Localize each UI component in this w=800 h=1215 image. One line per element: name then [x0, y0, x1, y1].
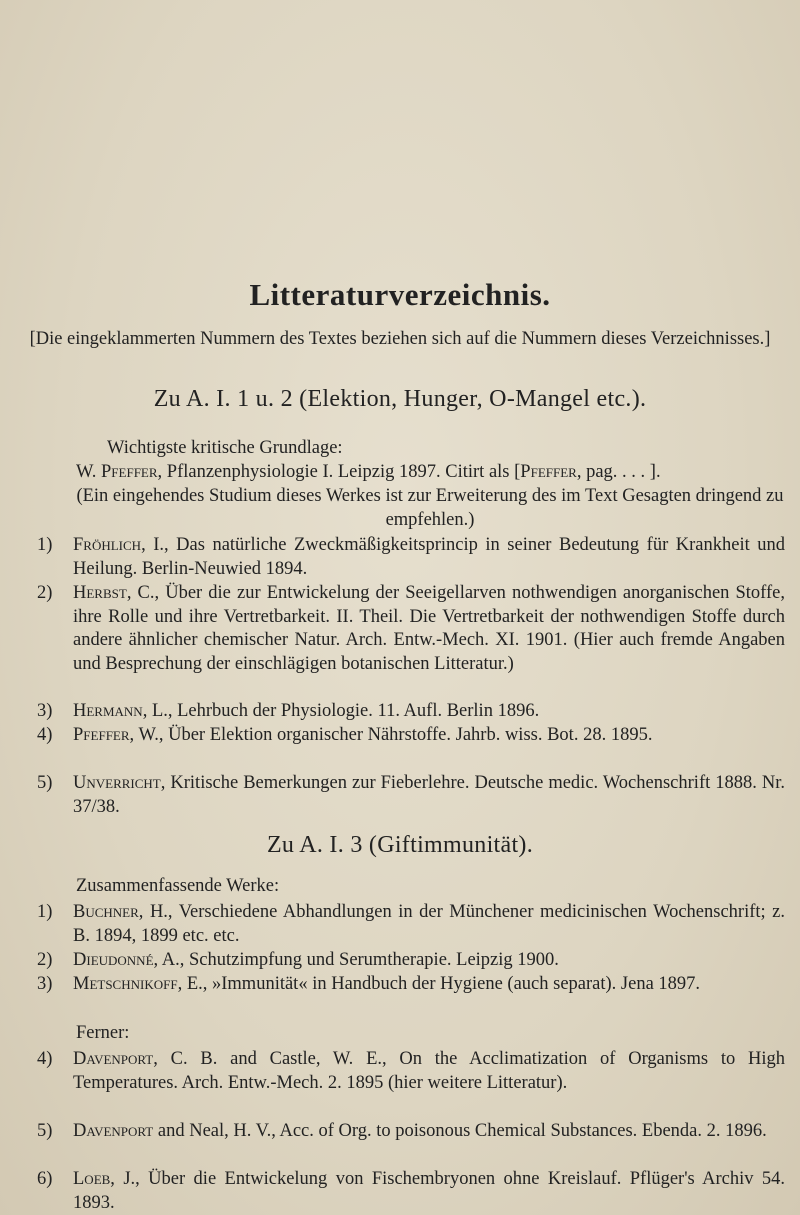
entry-author: Metschnikoff, [73, 974, 183, 994]
basis-reference [76, 461, 661, 485]
entry-author: Fröhlich, [73, 535, 146, 555]
s1-entry-2 [37, 582, 785, 677]
editorial-note: [Die eingeklammerten Nummern des Textes beziehen sich auf die Nummern dieses Verzeichnisses.] [29, 329, 771, 349]
s2-entry-1 [37, 901, 785, 948]
further-label: Ferner: [76, 1023, 130, 1043]
s1-entry-3 [37, 700, 785, 724]
s2-entry-4 [37, 1048, 785, 1095]
entry-number: 3) [37, 701, 53, 721]
entry-number: 3) [37, 974, 53, 994]
s2-entry-2 [37, 949, 785, 973]
entry-number: 2) [37, 950, 53, 970]
entry-text: Kritische Bemerkungen zur Fieberlehre. Deutsche medic. Wochenschrift 1888. Nr. 37/38. [73, 773, 786, 817]
entry-text: E., »Immunität« in Handbuch der Hygiene (auch separat). Jena 1897. [186, 974, 701, 994]
basis-comment-text: (Ein eingehendes Studium dieses Werkes ist zur Erweiterung des im Text Gesagten dringend zu empfehlen.) [76, 486, 784, 530]
entry-author: Hermann, [73, 701, 148, 721]
entry-author: Loeb, [73, 1169, 115, 1189]
entry-text: and Neal, H. V., Acc. of Org. to poisonous Chemical Substances. Ebenda. 2. 1896. [157, 1121, 767, 1141]
summary-label: Zusammenfassende Werke: [76, 876, 280, 896]
section2-heading: Zu A. I. 3 (Giftimmunität). [266, 832, 534, 858]
basis-ref-author: Pfeffer, [520, 462, 582, 482]
entry-number: 4) [37, 1049, 53, 1069]
entry-author: Herbst, [73, 583, 132, 603]
entry-number: 5) [37, 1121, 53, 1141]
entry-text: C., Über die zur Entwickelung der Seeigellarven nothwendigen anorganischen Stoffe, ihre Rolle und ihre Vertretbarkeit. II. Theil. Die Vertretbarkeit der nothwendigen Stoffe durch andere ähnlicher chemischer Natur. Arch. Entw.-Mech. XI. 1901. (Hier auch fremde Angaben und Besprechung der einschlägigen botanischen Litteratur.) [73, 583, 786, 675]
entry-number: 4) [37, 725, 53, 745]
page-title: Litteraturverzeichnis. [249, 277, 551, 312]
s1-entry-5 [37, 772, 785, 819]
entry-author: Dieudonné, [73, 950, 159, 970]
basis-comment [76, 485, 784, 532]
entry-number: 1) [37, 535, 53, 555]
entry-text: C. B. and Castle, W. E., On the Acclimatization of Organisms to High Temperatures. Arch. Entw.-Mech. 2. 1895 (hier weitere Litteratur). [73, 1049, 786, 1093]
entry-text: I., Das natürliche Zweckmäßigkeitsprincip in seiner Bedeutung für Krankheit und Heilung. Berlin-Neuwied 1894. [73, 535, 786, 579]
entry-author: Davenport, [73, 1049, 158, 1069]
s2-entry-3 [37, 973, 785, 997]
entry-text: A., Schutzimpfung und Serumtherapie. Leipzig 1900. [161, 950, 559, 970]
entry-number: 6) [37, 1169, 53, 1189]
s1-entry-1 [37, 534, 785, 581]
basis-author: W. Pfeffer, [76, 462, 163, 482]
entry-text: J., Über die Entwickelung von Fischembryonen ohne Kreislauf. Pflüger's Archiv 54. 1893. [73, 1169, 786, 1213]
basis-label: Wichtigste kritische Grundlage: [107, 438, 343, 458]
entry-author: Pfeffer, [73, 725, 135, 745]
entry-number: 5) [37, 773, 53, 793]
section1-heading: Zu A. I. 1 u. 2 (Elektion, Hunger, O-Mangel etc.). [153, 386, 647, 412]
s2-entry-6 [37, 1168, 785, 1215]
s2-entry-5 [37, 1120, 785, 1144]
entry-number: 2) [37, 583, 53, 603]
basis-ref-tail: pag. . . . ]. [586, 462, 661, 482]
basis-text: Pflanzenphysiologie I. Leipzig 1897. Citirt als [ [166, 462, 521, 482]
entry-author: Unverricht, [73, 773, 166, 793]
s1-entry-4 [37, 724, 785, 748]
entry-author: Buchner, [73, 902, 144, 922]
entry-text: H., Verschiedene Abhandlungen in der Münchener medicinischen Wochenschrift; z. B. 1894, 1899 etc. etc. [73, 902, 785, 946]
entry-text: W., Über Elektion organischer Nährstoffe. Jahrb. wiss. Bot. 28. 1895. [138, 725, 653, 745]
entry-number: 1) [37, 902, 53, 922]
entry-text: L., Lehrbuch der Physiologie. 11. Aufl. Berlin 1896. [151, 701, 540, 721]
entry-author: Davenport [73, 1121, 154, 1141]
